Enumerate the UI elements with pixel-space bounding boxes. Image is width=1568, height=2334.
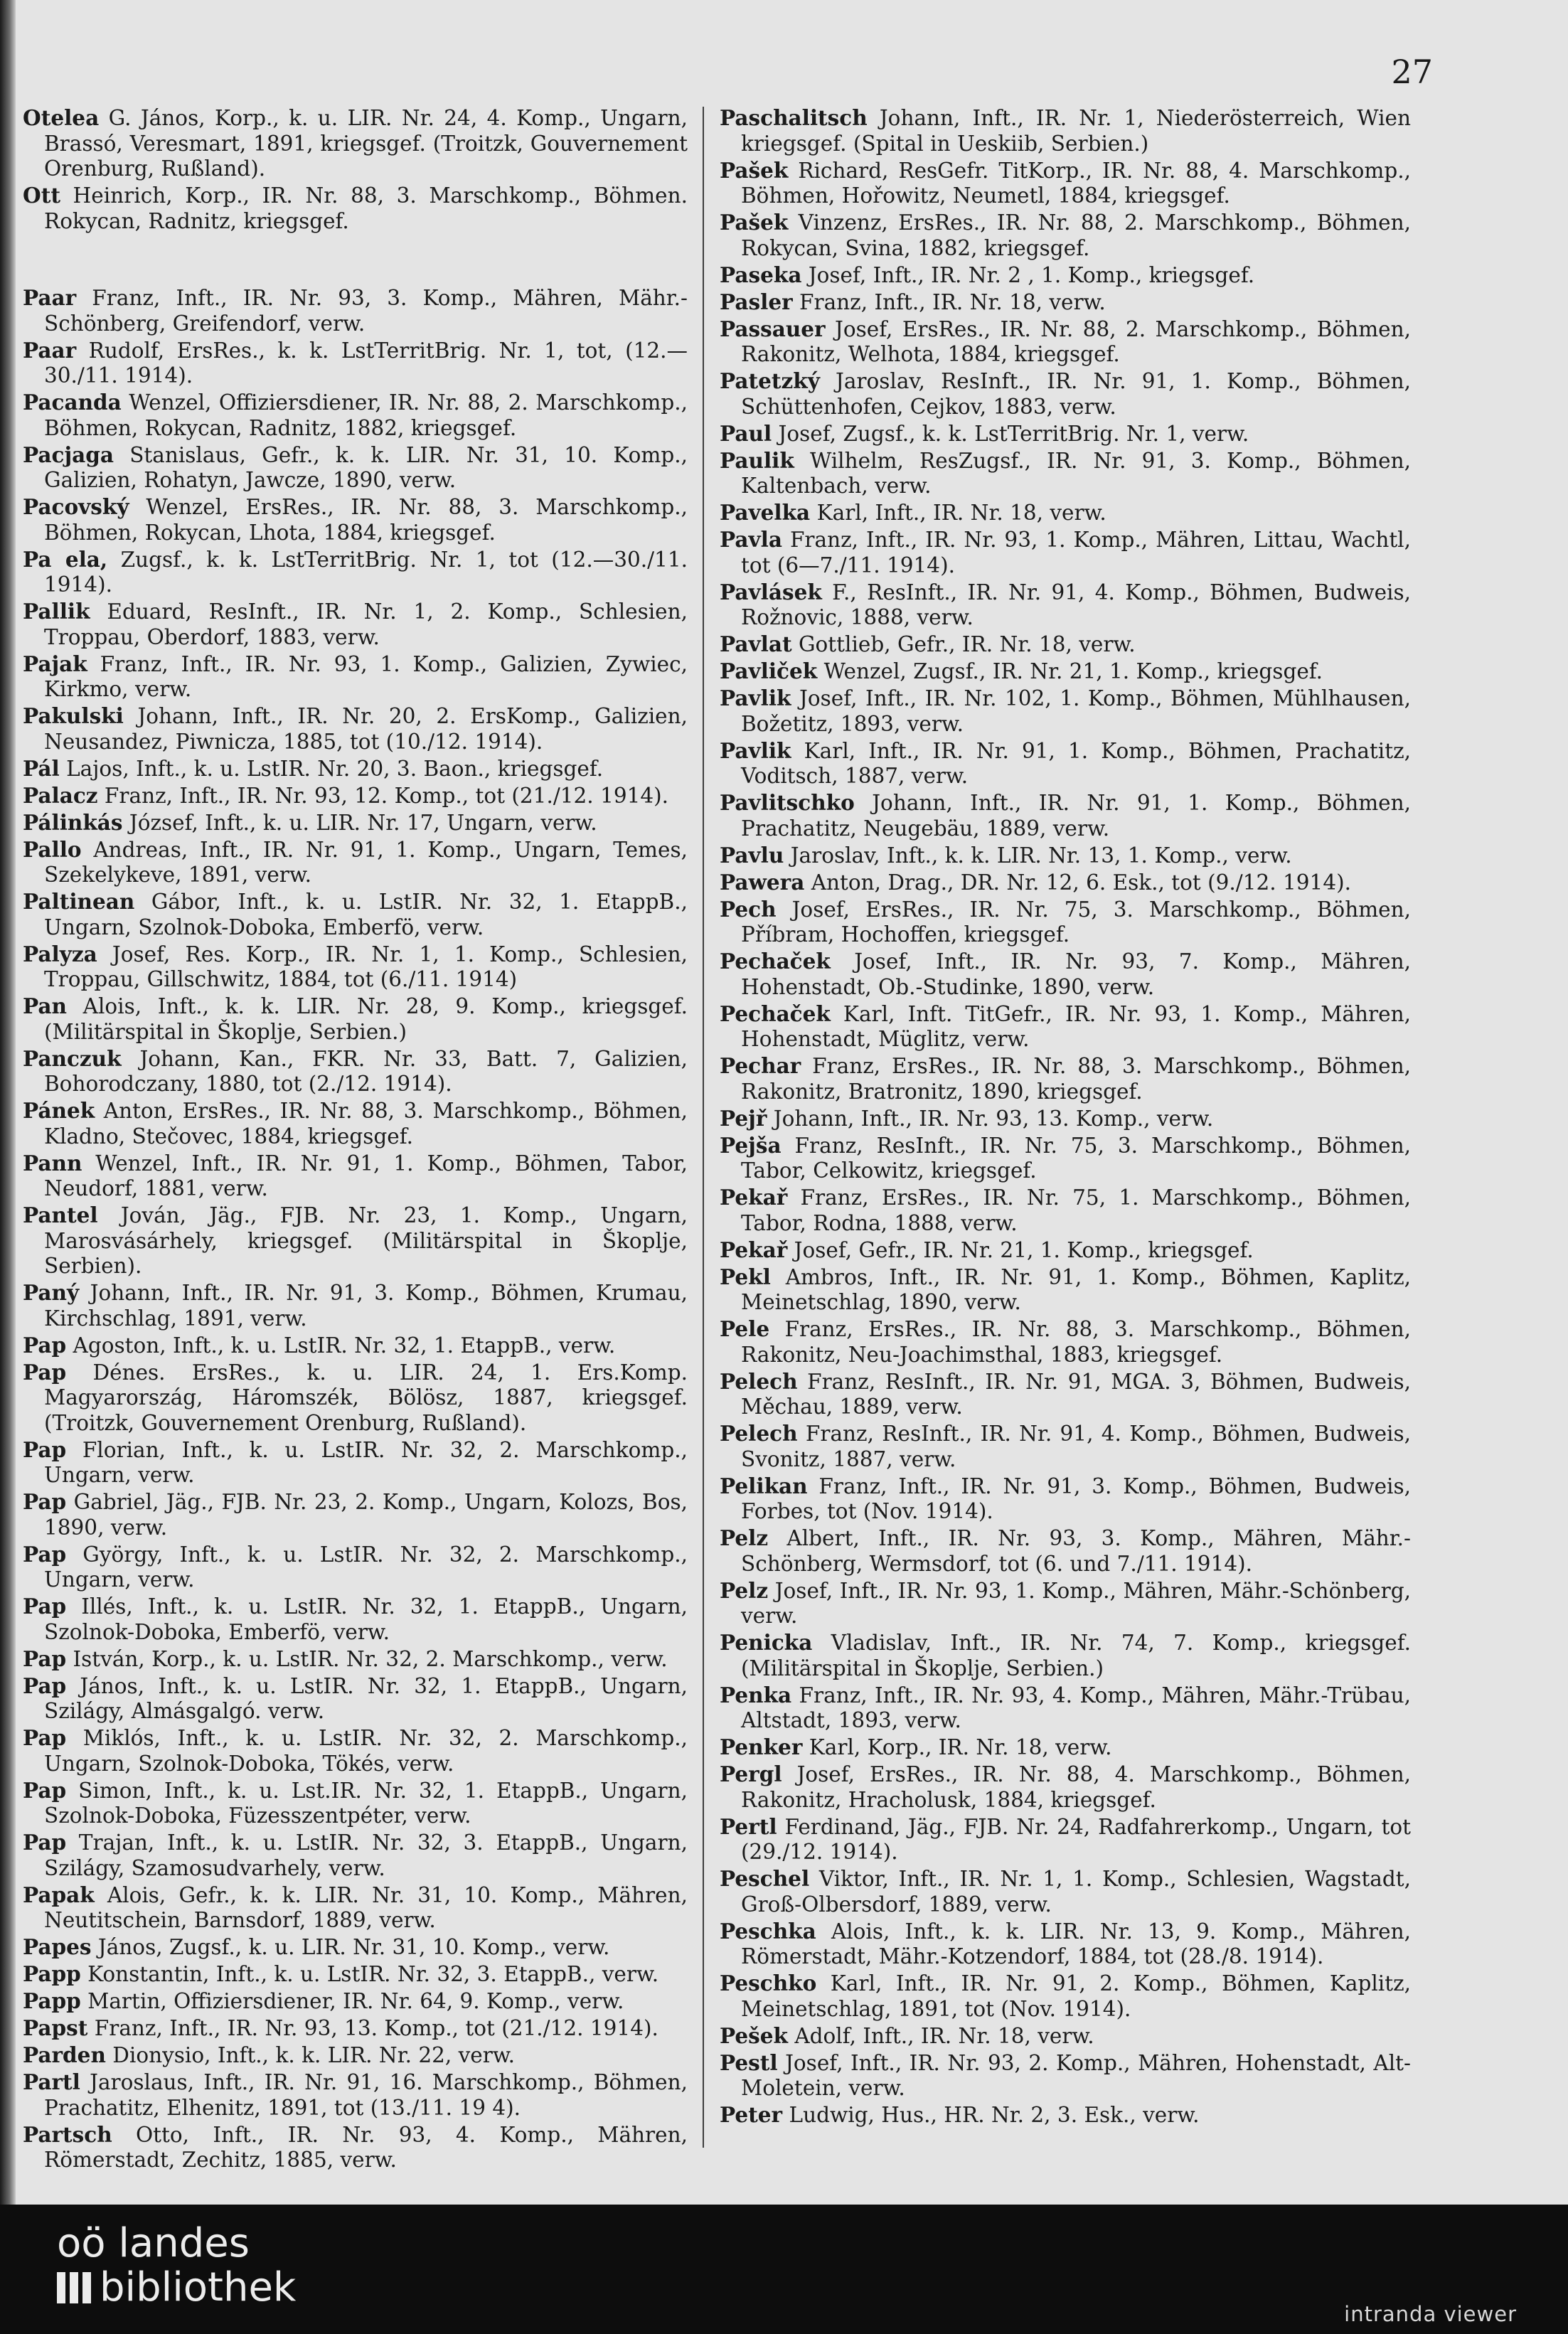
- register-entry: [23, 1280, 688, 1331]
- entry-details: Stanislaus, Gefr., k. k. LIR. Nr. 31, 10. Komp., Galizien, Rohatyn, Jawcze, 1890, verw.: [44, 442, 688, 492]
- entry-details: Jaroslav, Inft., k. k. LIR. Nr. 13, 1. Komp., verw.: [784, 843, 1292, 868]
- entry-details: Richard, ResGefr. TitKorp., IR. Nr. 88, 4. Marschkomp., Böhmen, Hořowitz, Neumetl, 1884, kriegsgef.: [741, 158, 1411, 208]
- entry-details: János, Zugsf., k. u. LIR. Nr. 31, 10. Komp., verw.: [91, 1935, 610, 1959]
- entry-details: István, Korp., k. u. LstIR. Nr. 32, 2. Marschkomp., verw.: [66, 1646, 668, 1671]
- entry-surname: Pajak: [23, 651, 87, 676]
- register-entry: [720, 1106, 1411, 1132]
- register-entry: [720, 368, 1411, 420]
- entry-surname: Pallik: [23, 599, 90, 624]
- entry-surname: Partsch: [23, 2121, 112, 2147]
- entry-details: Eduard, ResInft., IR. Nr. 1, 2. Komp., Schlesien, Troppau, Oberdorf, 1883, verw.: [44, 600, 688, 649]
- register-entry: [720, 843, 1411, 869]
- entry-details: Alois, Gefr., k. k. LIR. Nr. 31, 10. Komp., Mähren, Neutitschein, Barnsdorf, 1889, verw.: [44, 1882, 688, 1932]
- entry-details: Alois, Inft., k. k. LIR. Nr. 28, 9. Komp., kriegsgef. (Militärspital in Škoplje, Serbien.): [44, 994, 688, 1044]
- register-entry: [720, 1734, 1411, 1761]
- register-entry: [720, 1578, 1411, 1629]
- entry-surname: Pejša: [720, 1132, 782, 1158]
- register-entry: [23, 2069, 688, 2121]
- register-entry: [720, 262, 1411, 289]
- entry-surname: Panczuk: [23, 1045, 122, 1071]
- entry-surname: Pacanda: [23, 390, 122, 415]
- right-column: [720, 105, 1411, 2129]
- entry-details: Franz, ErsRes., IR. Nr. 88, 3. Marschkomp., Böhmen, Rakonitz, Bratronitz, 1890, kriegsgef.: [741, 1054, 1411, 1104]
- entry-details: Jaroslaus, Inft., IR. Nr. 91, 16. Marschkomp., Böhmen, Prachatitz, Elhenitz, 1891, tot (13./11. 19 4).: [44, 2070, 688, 2120]
- register-entry: [23, 1203, 688, 1279]
- entry-details: Josef, ErsRes., IR. Nr. 75, 3. Marschkomp., Böhmen, Příbram, Hochoffen, kriegsgef.: [741, 897, 1411, 947]
- register-entry: [23, 889, 688, 940]
- entry-surname: Pelech: [720, 1368, 798, 1394]
- register-entry: [23, 1489, 688, 1540]
- entry-details: Illés, Inft., k. u. LstIR. Nr. 32, 1. EtappB., Ungarn, Szolnok-Doboka, Emberfö, verw.: [44, 1594, 688, 1644]
- entry-details: Otto, Inft., IR. Nr. 93, 4. Komp., Mähren, Römerstadt, Zechitz, 1885, verw.: [44, 2122, 688, 2172]
- register-entry: [720, 1185, 1411, 1236]
- entry-details: Dionysio, Inft., k. k. LIR. Nr. 22, verw.: [105, 2043, 515, 2067]
- entry-surname: Penka: [720, 1682, 792, 1707]
- entry-details: Agoston, Inft., k. u. LstIR. Nr. 32, 1. EtappB., verw.: [66, 1333, 616, 1358]
- entry-surname: Papes: [23, 1934, 92, 1959]
- entry-surname: Pap: [23, 1594, 67, 1619]
- entry-surname: Pantel: [23, 1203, 98, 1227]
- register-entry: [720, 105, 1411, 156]
- register-entry: [23, 810, 688, 836]
- entry-surname: Pavlik: [720, 686, 791, 710]
- register-entry: [720, 316, 1411, 368]
- entry-surname: Pacjaga: [23, 442, 114, 467]
- entry-details: Gottlieb, Gefr., IR. Nr. 18, verw.: [791, 632, 1136, 656]
- register-entry: [720, 421, 1411, 447]
- entry-details: Josef, ErsRes., IR. Nr. 88, 2. Marschkomp., Böhmen, Rakonitz, Welhota, 1884, kriegsgef.: [741, 316, 1411, 366]
- register-entry: [23, 1437, 688, 1488]
- entry-details: Albert, Inft., IR. Nr. 93, 3. Komp., Mähren, Mähr.-Schönberg, Wermsdorf, tot (6. und 7./11. 1914).: [741, 1526, 1411, 1576]
- register-entry: [23, 1882, 688, 1934]
- register-entry: [23, 1646, 688, 1673]
- entry-surname: Pakulski: [23, 703, 124, 728]
- entry-surname: Pann: [23, 1150, 82, 1176]
- register-entry: [23, 837, 688, 888]
- entry-surname: Ott: [23, 183, 60, 208]
- entry-surname: Pap: [23, 1830, 67, 1855]
- entry-surname: Pelz: [720, 1577, 769, 1603]
- register-entry: [720, 448, 1411, 499]
- entry-surname: Pavlásek: [720, 579, 822, 604]
- entry-details: Alois, Inft., k. k. LIR. Nr. 13, 9. Komp., Mähren, Römerstadt, Mähr.-Kotzendorf, 1884, tot (28./8. 1914).: [741, 1919, 1411, 1968]
- entry-surname: Paltinean: [23, 889, 135, 914]
- register-entry: [23, 1333, 688, 1359]
- logo-bars-icon: [57, 2272, 91, 2303]
- entry-surname: Peschel: [720, 1866, 810, 1891]
- register-entry: [720, 790, 1411, 841]
- register-entry: [23, 2122, 688, 2173]
- entry-details: Josef, Inft., IR. Nr. 2 , 1. Komp., kriegsgef.: [801, 262, 1255, 287]
- entry-surname: Pešek: [720, 2023, 788, 2048]
- entry-surname: Paar: [23, 337, 77, 363]
- register-entry: [23, 183, 688, 234]
- entry-details: Karl, Inft., IR. Nr. 91, 1. Komp., Böhmen, Prachatitz, Voditsch, 1887, verw.: [741, 738, 1411, 788]
- entry-details: Franz, Inft., IR. Nr. 93, 1. Komp., Galizien, Zywiec, Kirkmo, verw.: [44, 651, 688, 701]
- register-entry: [23, 756, 688, 782]
- entry-surname: Pavelka: [720, 500, 811, 525]
- entry-details: G. János, Korp., k. u. LIR. Nr. 24, 4. Komp., Ungarn, Brassó, Veresmart, 1891, kriegsgef. (Troitzk, Gouvernement Orenburg, Rußland).: [44, 106, 688, 181]
- entry-surname: Pacovský: [23, 494, 129, 519]
- entry-surname: Pap: [23, 1359, 67, 1385]
- register-entry: [720, 289, 1411, 316]
- entry-surname: Patetzký: [720, 368, 820, 393]
- register-entry: [720, 1683, 1411, 1734]
- register-entry: [720, 870, 1411, 896]
- entry-details: Gábor, Inft., k. u. LstIR. Nr. 32, 1. EtappB., Ungarn, Szolnok-Doboka, Emberfö, verw.: [44, 890, 688, 939]
- entry-details: Jován, Jäg., FJB. Nr. 23, 1. Komp., Ungarn, Marosvásárhely, kriegsgef. (Militärspital in Škoplje, Serbien).: [44, 1203, 688, 1278]
- register-entry: [23, 1961, 688, 1988]
- entry-details: Heinrich, Korp., IR. Nr. 88, 3. Marschkomp., Böhmen. Rokycan, Radnitz, kriegsgef.: [44, 183, 688, 233]
- entry-surname: Pechaček: [720, 1001, 831, 1026]
- left-column: [23, 105, 688, 2174]
- register-entry: [23, 494, 688, 545]
- entry-surname: Pechaček: [720, 949, 831, 974]
- entry-surname: Pálinkás: [23, 809, 123, 835]
- register-entry: [23, 2015, 688, 2042]
- library-logo[interactable]: [57, 2222, 296, 2311]
- entry-details: Adolf, Inft., IR. Nr. 18, verw.: [787, 2023, 1094, 2048]
- register-entry: [23, 1360, 688, 1437]
- entry-details: Andreas, Inft., IR. Nr. 91, 1. Komp., Ungarn, Temes, Szekelykeve, 1891, verw.: [44, 837, 688, 887]
- entry-surname: Pele: [720, 1316, 770, 1341]
- entry-surname: Pavlik: [720, 737, 791, 763]
- entry-surname: Paný: [23, 1280, 80, 1305]
- entry-details: Johann, Inft., IR. Nr. 91, 1. Komp., Böhmen, Prachatitz, Neugebäu, 1889, verw.: [741, 791, 1411, 841]
- entry-surname: Pašek: [720, 210, 789, 235]
- register-entry: [720, 1369, 1411, 1420]
- register-entry: [23, 783, 688, 809]
- entry-surname: Paar: [23, 285, 77, 310]
- entry-surname: Pál: [23, 755, 60, 781]
- entry-surname: Pejř: [720, 1105, 767, 1131]
- register-entry: [720, 1814, 1411, 1865]
- entry-surname: Pechar: [720, 1053, 801, 1078]
- entry-surname: Penicka: [720, 1630, 813, 1655]
- entry-surname: Pašek: [720, 157, 789, 183]
- entry-details: Martin, Offiziersdiener, IR. Nr. 64, 9. Komp., verw.: [80, 1989, 624, 2013]
- register-entry: [720, 1971, 1411, 2022]
- entry-surname: Penker: [720, 1734, 803, 1759]
- register-entry: [23, 1934, 688, 1961]
- entry-details: Florian, Inft., k. u. LstIR. Nr. 32, 2. Marschkomp., Ungarn, verw.: [44, 1437, 688, 1487]
- entry-surname: Pech: [720, 896, 777, 922]
- entry-surname: Pap: [23, 1541, 67, 1567]
- register-entry: [720, 158, 1411, 209]
- register-entry: [720, 738, 1411, 789]
- entry-surname: Pekař: [720, 1185, 788, 1210]
- register-entry: [23, 442, 688, 494]
- entry-surname: Passauer: [720, 316, 826, 341]
- entry-details: Josef, Inft., IR. Nr. 93, 2. Komp., Mähren, Hohenstadt, Alt-Moletein, verw.: [741, 2050, 1411, 2100]
- register-entry: [23, 651, 688, 703]
- register-entry: [23, 1594, 688, 1645]
- entry-details: Josef, Gefr., IR. Nr. 21, 1. Komp., kriegsgef.: [787, 1237, 1254, 1262]
- entry-details: Franz, Inft., IR. Nr. 93, 12. Komp., tot (21./12. 1914).: [97, 783, 669, 808]
- register-entry: [23, 1098, 688, 1149]
- register-entry: [23, 1046, 688, 1097]
- entry-surname: Pa ela,: [23, 546, 108, 572]
- entry-details: Karl, Inft., IR. Nr. 91, 2. Komp., Böhmen, Kaplitz, Meinetschlag, 1891, tot (Nov. 1914).: [741, 1971, 1411, 2021]
- register-entry: [720, 2023, 1411, 2050]
- entry-surname: Pertl: [720, 1813, 777, 1839]
- entry-details: Zugsf., k. k. LstTerritBrig. Nr. 1, tot (12.—30./11. 1914).: [44, 547, 688, 597]
- register-entry: [720, 659, 1411, 685]
- entry-surname: Pap: [23, 1437, 67, 1462]
- entry-surname: Pap: [23, 1646, 67, 1671]
- entry-surname: Otelea: [23, 105, 100, 130]
- register-entry: [720, 1630, 1411, 1681]
- entry-details: Konstantin, Inft., k. u. LstIR. Nr. 32, 3. EtappB., verw.: [80, 1962, 659, 1986]
- entry-details: Franz, Inft., IR. Nr. 93, 1. Komp., Mähren, Littau, Wachtl, tot (6—7./11. 1914).: [741, 528, 1411, 577]
- entry-surname: Paschalitsch: [720, 105, 868, 130]
- entry-surname: Pap: [23, 1489, 67, 1514]
- entry-details: Trajan, Inft., k. u. LstIR. Nr. 32, 3. EtappB., Ungarn, Szilágy, Szamosudvarhely, verw.: [44, 1831, 688, 1880]
- entry-details: Jaroslav, ResInft., IR. Nr. 91, 1. Komp., Böhmen, Schüttenhofen, Cejkov, 1883, verw.: [741, 369, 1411, 419]
- entry-surname: Pekař: [720, 1237, 788, 1262]
- entry-details: Viktor, Inft., IR. Nr. 1, 1. Komp., Schlesien, Wagstadt, Groß-Olbersdorf, 1889, verw.: [741, 1867, 1411, 1917]
- page-number: 27: [1391, 53, 1433, 91]
- register-entry: [720, 527, 1411, 578]
- entry-details: Josef, ErsRes., IR. Nr. 88, 4. Marschkomp., Böhmen, Rakonitz, Hracholusk, 1884, kriegsgef.: [741, 1762, 1411, 1812]
- entry-surname: Pap: [23, 1725, 67, 1750]
- entry-details: Johann, Inft., IR. Nr. 91, 3. Komp., Böhmen, Krumau, Kirchschlag, 1891, verw.: [44, 1281, 688, 1331]
- entry-details: Gabriel, Jäg., FJB. Nr. 23, 2. Komp., Ungarn, Kolozs, Bos, 1890, verw.: [44, 1490, 688, 1540]
- register-entry: [23, 1988, 688, 2015]
- register-entry: [720, 632, 1411, 658]
- register-entry: [720, 1053, 1411, 1104]
- entry-surname: Peter: [720, 2102, 783, 2127]
- entry-details: Karl, Inft. TitGefr., IR. Nr. 93, 1. Komp., Mähren, Hohenstadt, Müglitz, verw.: [741, 1001, 1411, 1051]
- entry-details: Ludwig, Hus., HR. Nr. 2, 3. Esk., verw.: [782, 2103, 1200, 2127]
- register-entry: [23, 1151, 688, 1202]
- register-entry: [23, 338, 688, 389]
- register-entry: [23, 105, 688, 182]
- entry-surname: Pelz: [720, 1525, 769, 1550]
- entry-details: Dénes. ErsRes., k. u. LIR. 24, 1. Ers.Komp. Magyarország, Háromszék, Bölösz, 1887, kriegsgef. (Troitzk, Gouvernement Orenburg, Rußland).: [44, 1360, 688, 1435]
- entry-details: Lajos, Inft., k. u. LstIR. Nr. 20, 3. Baon., kriegsgef.: [59, 756, 604, 781]
- register-entry: [720, 1866, 1411, 1917]
- entry-surname: Pergl: [720, 1762, 782, 1786]
- entry-details: Johann, Inft., IR. Nr. 1, Niederösterreich, Wien kriegsgef. (Spital in Ueskiib, Serbien.): [741, 106, 1411, 156]
- entry-surname: Pelech: [720, 1421, 798, 1446]
- book-binding-edge: [0, 0, 16, 2205]
- register-entry: [23, 1542, 688, 1593]
- entry-details: Rudolf, ErsRes., k. k. LstTerritBrig. Nr. 1, tot, (12.—30./11. 1914).: [44, 338, 688, 388]
- entry-details: Wenzel, Zugsf., IR. Nr. 21, 1. Komp., kriegsgef.: [817, 659, 1323, 683]
- register-entry: [23, 993, 688, 1045]
- entry-details: Franz, ResInft., IR. Nr. 75, 3. Marschkomp., Böhmen, Tabor, Celkowitz, kriegsgef.: [741, 1133, 1411, 1183]
- entry-surname: Papp: [23, 1988, 81, 2013]
- entry-details: Josef, Inft., IR. Nr. 93, 1. Komp., Mähren, Mähr.-Schönberg, verw.: [741, 1578, 1411, 1628]
- entry-details: György, Inft., k. u. LstIR. Nr. 32, 2. Marschkomp., Ungarn, verw.: [44, 1542, 688, 1592]
- entry-details: Franz, Inft., IR. Nr. 18, verw.: [792, 289, 1106, 314]
- entry-details: Franz, Inft., IR. Nr. 91, 3. Komp., Böhmen, Budweis, Forbes, tot (Nov. 1914).: [741, 1474, 1411, 1523]
- entry-details: Franz, Inft., IR. Nr. 93, 13. Komp., tot (21./12. 1914).: [87, 2016, 658, 2040]
- logo-text-bottom: bibliothek: [100, 2264, 297, 2311]
- entry-details: Franz, Inft., IR. Nr. 93, 3. Komp., Mähren, Mähr.-Schönberg, Greifendorf, verw.: [44, 286, 688, 336]
- register-entry: [720, 2050, 1411, 2101]
- entry-details: Johann, Inft., IR. Nr. 20, 2. ErsKomp., Galizien, Neusandez, Piwnicza, 1885, tot (10./12. 1914).: [44, 704, 688, 754]
- register-entry: [23, 285, 688, 336]
- entry-details: Johann, Kan., FKR. Nr. 33, Batt. 7, Galizien, Bohorodczany, 1880, tot (2./12. 1914).: [44, 1046, 688, 1096]
- entry-details: Anton, ErsRes., IR. Nr. 88, 3. Marschkomp., Böhmen, Kladno, Stečovec, 1884, kriegsgef.: [44, 1099, 688, 1149]
- entry-details: József, Inft., k. u. LIR. Nr. 17, Ungarn, verw.: [122, 810, 597, 835]
- entry-surname: Paseka: [720, 262, 802, 287]
- entry-details: Franz, Inft., IR. Nr. 93, 4. Komp., Mähren, Mähr.-Trübau, Altstadt, 1893, verw.: [741, 1683, 1411, 1732]
- entry-surname: Pawera: [720, 869, 805, 895]
- register-entry: [720, 686, 1411, 737]
- entry-details: Wenzel, Offiziersdiener, IR. Nr. 88, 2. Marschkomp., Böhmen, Rokycan, Radnitz, 1882, kriegsgef.: [44, 390, 688, 440]
- entry-details: Franz, ErsRes., IR. Nr. 88, 3. Marschkomp., Böhmen, Rakonitz, Neu-Joachimsthal, 1883, kriegsgef.: [741, 1317, 1411, 1367]
- register-entry: [23, 390, 688, 441]
- register-entry: [720, 1237, 1411, 1264]
- entry-details: Wenzel, Inft., IR. Nr. 91, 1. Komp., Böhmen, Tabor, Neudorf, 1881, verw.: [44, 1151, 688, 1200]
- register-entry: [720, 949, 1411, 1000]
- entry-details: Josef, Inft., IR. Nr. 93, 7. Komp., Mähren, Hohenstadt, Ob.-Studinke, 1890, verw.: [741, 949, 1411, 999]
- entry-details: Karl, Korp., IR. Nr. 18, verw.: [802, 1735, 1112, 1759]
- entry-details: János, Inft., k. u. LstIR. Nr. 32, 1. EtappB., Ungarn, Szilágy, Almásgalgó. verw.: [44, 1673, 688, 1723]
- entry-surname: Pekl: [720, 1264, 771, 1289]
- entry-surname: Partl: [23, 2069, 80, 2094]
- entry-surname: Papak: [23, 1882, 95, 1907]
- entry-details: Vinzenz, ErsRes., IR. Nr. 88, 2. Marschkomp., Böhmen, Rokycan, Svina, 1882, kriegsgef.: [741, 211, 1411, 260]
- entry-surname: Paul: [720, 420, 772, 446]
- register-entry: [720, 1762, 1411, 1813]
- register-entry: [23, 1673, 688, 1725]
- register-entry: [23, 1725, 688, 1776]
- entry-surname: Pap: [23, 1673, 67, 1698]
- entry-details: Anton, Drag., DR. Nr. 12, 6. Esk., tot (9./12. 1914).: [804, 870, 1351, 895]
- entry-details: Ferdinand, Jäg., FJB. Nr. 24, Radfahrerkomp., Ungarn, tot (29./12. 1914).: [741, 1814, 1411, 1864]
- register-entry: [720, 210, 1411, 261]
- viewer-brand-label: intranda viewer: [1344, 2302, 1517, 2326]
- entry-surname: Pavlu: [720, 842, 784, 868]
- register-entry: [23, 599, 688, 650]
- register-entry: [720, 580, 1411, 631]
- entry-details: Ambros, Inft., IR. Nr. 91, 1. Komp., Böhmen, Kaplitz, Meinetschlag, 1890, verw.: [741, 1264, 1411, 1314]
- entry-surname: Pan: [23, 993, 67, 1018]
- entry-details: Josef, Zugsf., k. k. LstTerritBrig. Nr. 1, verw.: [772, 421, 1249, 446]
- entry-surname: Pestl: [720, 2050, 778, 2075]
- register-entry: [23, 1830, 688, 1881]
- entry-details: Franz, ErsRes., IR. Nr. 75, 1. Marschkomp., Böhmen, Tabor, Rodna, 1888, verw.: [741, 1185, 1411, 1235]
- register-entry: [23, 703, 688, 755]
- entry-surname: Pavla: [720, 527, 782, 552]
- entry-details: Wenzel, ErsRes., IR. Nr. 88, 3. Marschkomp., Böhmen, Rokycan, Lhota, 1884, kriegsgef.: [44, 495, 688, 545]
- register-entry: [720, 1474, 1411, 1525]
- entry-surname: Papp: [23, 1961, 81, 1986]
- entry-details: Simon, Inft., k. u. Lst.IR. Nr. 32, 1. EtappB., Ungarn, Szolnok-Doboka, Füzesszentpéter, verw.: [44, 1778, 688, 1828]
- register-entry: [720, 2102, 1411, 2128]
- register-entry: [720, 500, 1411, 526]
- entry-surname: Pánek: [23, 1098, 95, 1123]
- entry-surname: Palacz: [23, 782, 98, 808]
- entry-details: Karl, Inft., IR. Nr. 18, verw.: [810, 501, 1106, 525]
- register-entry: [23, 942, 688, 993]
- entry-surname: Parden: [23, 2042, 106, 2067]
- entry-details: Vladislav, Inft., IR. Nr. 74, 7. Komp., kriegsgef. (Militärspital in Škoplje, Serbien.): [741, 1631, 1411, 1680]
- column-divider: [703, 107, 704, 2148]
- entry-surname: Pavliček: [720, 659, 818, 683]
- logo-text-bottom-row: [57, 2265, 296, 2311]
- entry-surname: Pavlitschko: [720, 790, 855, 815]
- register-entry: [720, 1001, 1411, 1053]
- entry-surname: Pap: [23, 1332, 67, 1358]
- entry-details: F., ResInft., IR. Nr. 91, 4. Komp., Böhmen, Budweis, Rožnovic, 1888, verw.: [741, 580, 1411, 629]
- entry-surname: Peschko: [720, 1971, 817, 1995]
- entry-surname: Pasler: [720, 289, 793, 314]
- entry-surname: Paulik: [720, 447, 794, 473]
- register-entry: [720, 897, 1411, 948]
- entry-surname: Pallo: [23, 836, 82, 862]
- entry-surname: Peschka: [720, 1918, 816, 1944]
- entry-details: Wilhelm, ResZugsf., IR. Nr. 91, 3. Komp., Böhmen, Kaltenbach, verw.: [741, 448, 1411, 498]
- entry-details: Miklós, Inft., k. u. LstIR. Nr. 32, 2. Marschkomp., Ungarn, Szolnok-Doboka, Tökés, verw.: [44, 1726, 688, 1776]
- entry-surname: Pavlat: [720, 632, 792, 656]
- register-entry: [720, 1525, 1411, 1577]
- register-entry: [720, 1919, 1411, 1970]
- register-entry: [23, 1778, 688, 1829]
- entry-surname: Pelikan: [720, 1473, 808, 1498]
- entry-surname: Palyza: [23, 941, 97, 966]
- entry-details: Josef, Res. Korp., IR. Nr. 1, 1. Komp., Schlesien, Troppau, Gillschwitz, 1884, tot (6./11. 1914): [44, 942, 688, 991]
- register-entry: [720, 1421, 1411, 1472]
- register-entry: [23, 2042, 688, 2069]
- register-entry: [720, 1316, 1411, 1368]
- entry-details: Franz, ResInft., IR. Nr. 91, MGA. 3, Böhmen, Budweis, Měchau, 1889, verw.: [741, 1369, 1411, 1419]
- register-entry: [720, 1133, 1411, 1184]
- register-entry: [720, 1264, 1411, 1316]
- entry-surname: Papst: [23, 2015, 88, 2040]
- entry-details: Josef, Inft., IR. Nr. 102, 1. Komp., Böhmen, Mühlhausen, Božetitz, 1893, verw.: [741, 686, 1411, 736]
- entry-surname: Pap: [23, 1777, 67, 1803]
- logo-text-top: oö landes: [57, 2220, 250, 2266]
- entry-details: Franz, ResInft., IR. Nr. 91, 4. Komp., Böhmen, Budweis, Svonitz, 1887, verw.: [741, 1422, 1411, 1471]
- entry-details: Johann, Inft., IR. Nr. 93, 13. Komp., verw.: [767, 1106, 1214, 1131]
- register-entry: [23, 547, 688, 598]
